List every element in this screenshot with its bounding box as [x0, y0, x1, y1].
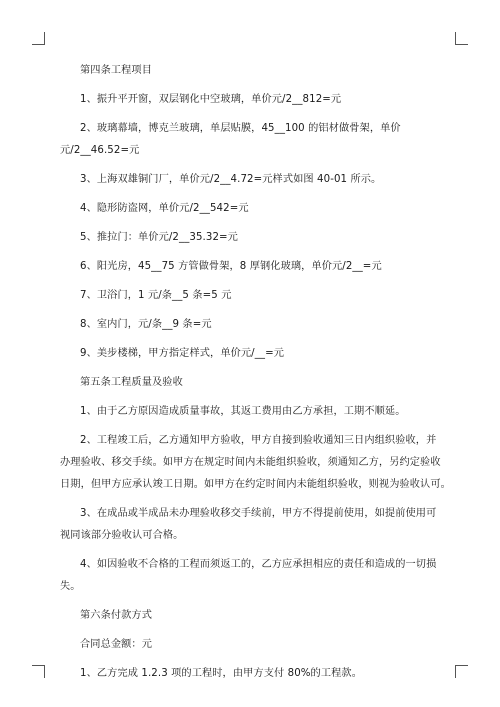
quality-3 — [60, 503, 450, 547]
text-line: 1、乙方完成 1.2.3 项的工程时，由甲方支付 80%的工程款。 — [80, 668, 362, 679]
section-heading-5 — [60, 372, 450, 394]
item-7 — [60, 285, 450, 307]
item-6 — [60, 256, 450, 278]
text-line: 2、工程竣工后，乙方通知甲方验收，甲方自接到验收通知三日内组织验收，并 — [80, 435, 437, 446]
text-line: 2、玻璃幕墙，博克兰玻璃，单层贴膜，45__100 的铝材做骨架，单价 — [80, 123, 401, 134]
item-2 — [60, 118, 450, 162]
item-4 — [60, 198, 450, 220]
document-body — [60, 60, 450, 685]
text-line: 1、由于乙方原因造成质量事故，其返工费用由乙方承担，工期不顺延。 — [80, 406, 406, 417]
section-heading-6 — [60, 605, 450, 627]
text-line: 6、阳光房，45__75 方管做骨架，8 厚钢化玻璃，单价元/2__=元 — [80, 261, 382, 272]
item-5 — [60, 227, 450, 249]
text-line: 日期，但甲方应承认竣工日期。如甲方在约定时间内未能组织验收，则视为验收认可。 — [60, 479, 451, 490]
text-line: 第四条工程项目 — [80, 65, 153, 76]
text-line: 失。 — [60, 581, 81, 592]
text-line: 3、在成品或半成品未办理验收移交手续前，甲方不得提前使用，如提前使用可 — [80, 508, 437, 519]
text-line: 4、如因验收不合格的工程而须返工的，乙方应承担相应的责任和造成的一切损 — [80, 559, 437, 570]
text-line: 第六条付款方式 — [80, 610, 153, 621]
quality-4 — [60, 554, 450, 598]
section-heading-4 — [60, 60, 450, 82]
item-3 — [60, 169, 450, 191]
item-1 — [60, 89, 450, 111]
text-line: 元/2__46.52=元 — [60, 145, 140, 156]
text-line: 4、隐形防盗网，单价元/2__542=元 — [80, 203, 249, 214]
quality-1 — [60, 401, 450, 423]
quality-2 — [60, 430, 450, 496]
payment-1 — [60, 663, 450, 685]
text-line: 办理验收、移交手续。如甲方在规定时间内未能组织验收，须通知乙方，另约定验收 — [60, 457, 441, 468]
text-line: 第五条工程质量及验收 — [80, 377, 183, 388]
text-line: 5、推拉门：单价元/2__35.32=元 — [80, 232, 238, 243]
text-line: 视同该部分验收认可合格。 — [60, 530, 184, 541]
text-line: 3、上海双雄铜门厂，单价元/2__4.72=元样式如图 40-01 所示。 — [80, 174, 382, 185]
item-9 — [60, 343, 450, 365]
item-8 — [60, 314, 450, 336]
text-line: 9、美步楼梯，甲方指定样式，单价元/__=元 — [80, 348, 285, 359]
text-line: 7、卫浴门，1 元/条__5 条=5 元 — [80, 290, 232, 301]
contract-total — [60, 634, 450, 656]
text-line: 8、室内门，元/条__9 条=元 — [80, 319, 212, 330]
text-line: 合同总金额：元 — [80, 639, 153, 650]
text-line: 1、振升平开窗，双层钢化中空玻璃，单价元/2__812=元 — [80, 94, 342, 105]
